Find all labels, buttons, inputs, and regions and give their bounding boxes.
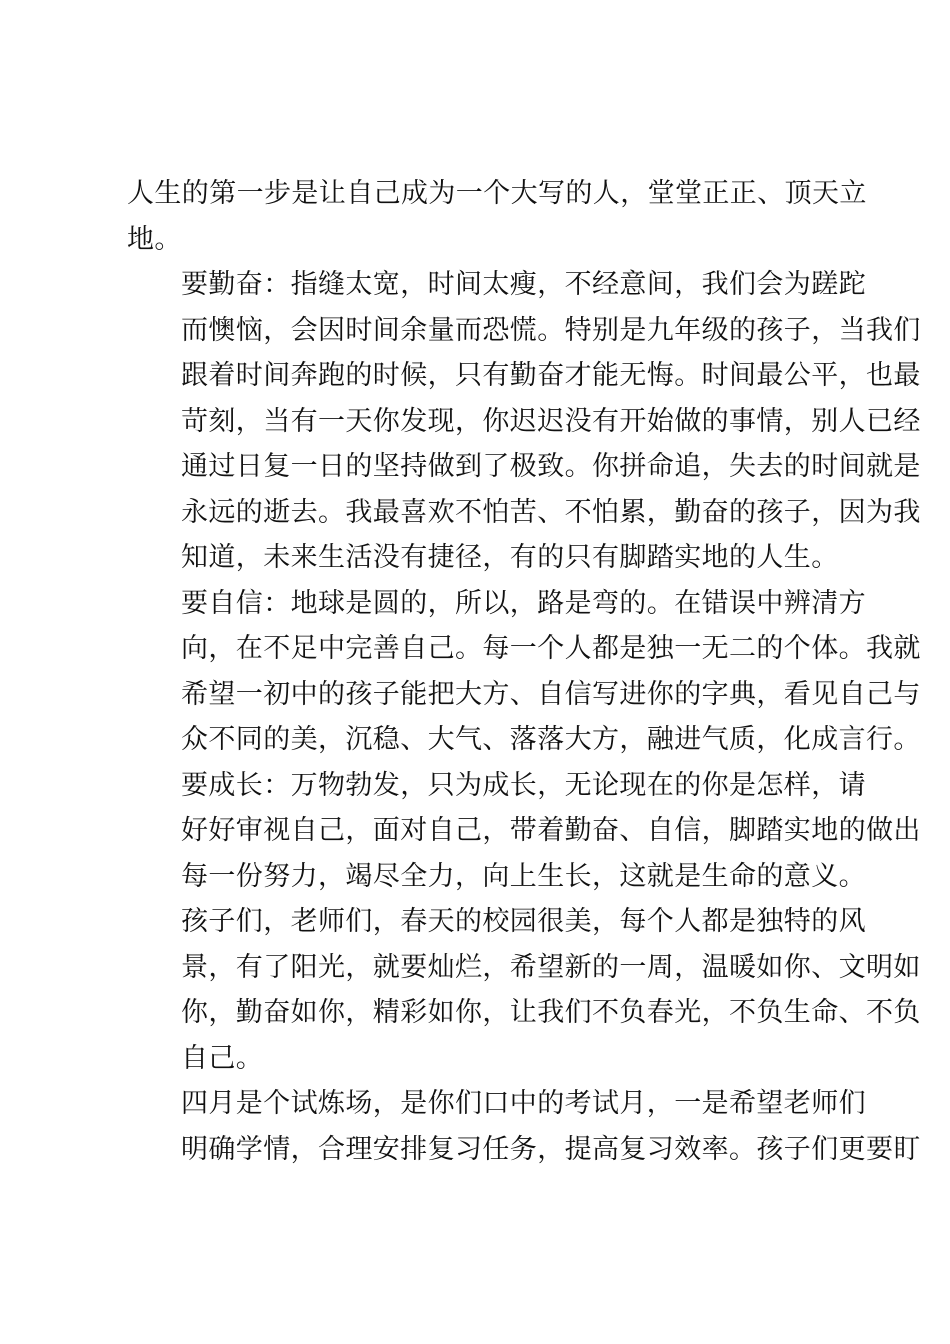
paragraph-confidence <box>127 581 921 763</box>
text-line: 人生的第一步是让自己成为一个大写的人，堂堂正正、顶天立 <box>127 178 867 209</box>
text-line: 四月是个试炼场，是你们口中的考试月，一是希望老师们 <box>181 1088 866 1119</box>
text-line: 通过日复一日的坚持做到了极致。你拼命追，失去的时间就是 <box>181 451 921 482</box>
text-line: 孩子们，老师们，春天的校园很美，每个人都是独特的风 <box>181 906 866 937</box>
paragraph-growth <box>127 763 921 900</box>
text-line: 希望一初中的孩子能把大方、自信写进你的字典，看见自己与 <box>181 678 921 710</box>
text-line: 而懊恼，会因时间余量而恐慌。特别是九年级的孩子，当我们 <box>181 314 921 346</box>
text-line: 知道，未来生活没有捷径，有的只有脚踏实地的人生。 <box>181 542 839 573</box>
text-line: 要勤奋：指缝太宽，时间太瘦，不经意间，我们会为蹉跎 <box>181 269 866 300</box>
document-body <box>127 171 921 1172</box>
text-line: 苛刻，当有一天你发现，你迟迟没有开始做的事情，别人已经 <box>181 405 921 437</box>
paragraph-life-first-step <box>127 171 867 262</box>
text-line: 要自信：地球是圆的，所以，路是弯的。在错误中辨清方 <box>181 587 866 619</box>
text-line: 景，有了阳光，就要灿烂，希望新的一周，温暖如你、文明如 <box>181 951 921 983</box>
text-line: 永远的逝去。我最喜欢不怕苦、不怕累，勤奋的孩子，因为我 <box>181 496 921 528</box>
text-line: 你，勤奋如你，精彩如你，让我们不负春光，不负生命、不负 <box>181 997 921 1028</box>
text-line: 要成长：万物勃发，只为成长，无论现在的你是怎样，请 <box>181 769 866 801</box>
paragraph-diligence <box>127 262 921 581</box>
text-line: 众不同的美，沉稳、大气、落落大方，融进气质，化成言行。 <box>181 724 921 755</box>
text-line: 跟着时间奔跑的时候，只有勤奋才能无悔。时间最公平，也最 <box>181 360 921 391</box>
text-line: 明确学情，合理安排复习任务，提高复习效率。孩子们更要盯 <box>181 1133 921 1165</box>
text-line: 每一份努力，竭尽全力，向上生长，这就是生命的意义。 <box>181 860 866 892</box>
text-line: 好好审视自己，面对自己，带着勤奋、自信，脚踏实地的做出 <box>181 815 921 846</box>
paragraph-april-exams <box>127 1081 921 1172</box>
paragraph-spring-campus <box>127 899 921 1081</box>
text-line: 向，在不足中完善自己。每一个人都是独一无二的个体。我就 <box>181 633 921 664</box>
text-line: 地。 <box>127 223 182 255</box>
text-line: 自己。 <box>181 1042 264 1074</box>
